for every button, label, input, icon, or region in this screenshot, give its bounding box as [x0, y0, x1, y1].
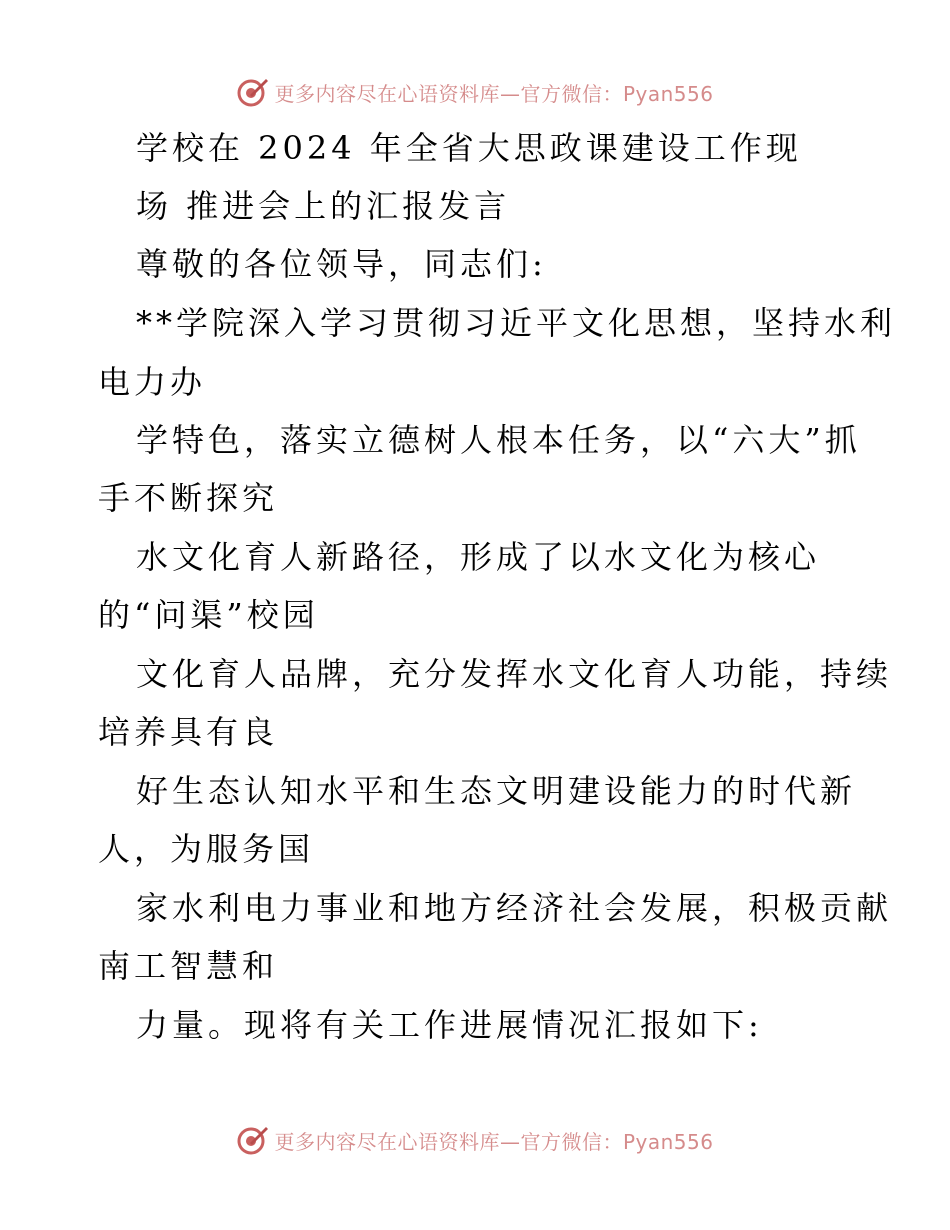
paragraph-line: 力量。现将有关工作进展情况汇报如下:	[136, 1006, 763, 1044]
paragraph-line: 水文化育人新路径，形成了以水文化为核心	[136, 538, 821, 576]
paragraph-line: 人，为服务国	[98, 830, 315, 868]
footer-watermark	[0, 1120, 950, 1160]
paragraph-line: 手不断探究	[98, 479, 279, 517]
title-line-1: 学校在 2024 年全省大思政课建设工作现	[136, 129, 802, 167]
paragraph-line: 好生态认知水平和生态文明建设能力的时代新	[136, 772, 857, 810]
paragraph-line: 学特色，落实立德树人根本任务，以“六大”抓	[136, 421, 861, 459]
title-line-2: 场 推进会上的汇报发言	[136, 187, 511, 225]
quill-circle-logo-icon	[236, 1123, 270, 1157]
paragraph-line: 培养具有良	[98, 713, 279, 751]
watermark-text: 更多内容尽在心语资料库—官方微信：Pyan556	[274, 1129, 714, 1154]
header-watermark	[0, 72, 950, 112]
paragraph-line: 电力办	[98, 363, 207, 401]
paragraph-line: 家水利电力事业和地方经济社会发展，积极贡献	[136, 889, 893, 927]
paragraph-line: 文化育人品牌，充分发挥水文化育人功能，持续	[136, 655, 893, 693]
paragraph-line: 的“问渠”校园	[98, 596, 319, 634]
watermark-text: 更多内容尽在心语资料库—官方微信：Pyan556	[274, 81, 714, 106]
paragraph-line: 南工智慧和	[98, 947, 279, 985]
salutation: 尊敬的各位领导，同志们:	[136, 245, 547, 283]
paragraph-line: **学院深入学习贯彻习近平文化思想，坚持水利	[136, 304, 897, 342]
quill-circle-logo-icon	[236, 75, 270, 109]
